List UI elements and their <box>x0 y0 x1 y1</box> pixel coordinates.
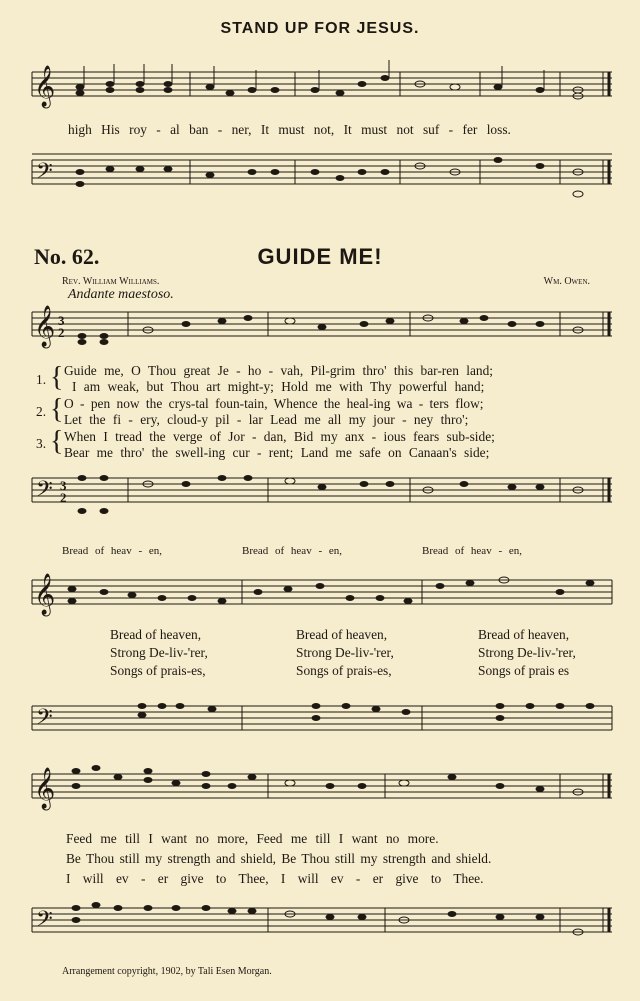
svg-text:3: 3 <box>60 478 67 493</box>
refrain-a-line: Songs of prais-es, <box>296 663 392 678</box>
verse-number-3: 3. <box>36 436 47 451</box>
svg-text:2: 2 <box>60 490 67 505</box>
verse-bass-staff <box>0 466 640 536</box>
stanza-line: O - pen now the crys-tal foun-tain, Whence the heal-ing wa - ters flow; <box>64 396 484 411</box>
refrain-a-line: Songs of prais-es, <box>110 663 206 678</box>
stanza-line: When I tread the verge of Jor - dan, Bid my anx - ious fears sub-side; <box>64 429 495 444</box>
verse-brace-2: { <box>50 394 64 425</box>
svg-text:𝄢: 𝄢 <box>36 477 53 506</box>
refrain-b-bass-staff <box>0 888 640 958</box>
svg-text:𝄞: 𝄞 <box>34 306 56 346</box>
verse-brace-1: { <box>50 362 64 393</box>
verse-treble-staff <box>0 300 640 370</box>
refrain-a-line: Bread of heaven, <box>296 627 388 642</box>
stanza-line: Let the fi - ery, cloud-y pil - lar Lead me all my jour - ney thro'; <box>64 412 469 427</box>
refrain-a-line: Strong De-liv-'rer, <box>296 645 394 660</box>
refrain-b-treble-staff <box>0 754 640 824</box>
prev-hymn-lyric: high His roy - al ban - ner, It must not, It must not suf - fer loss. <box>68 122 511 137</box>
time-signature: 3 <box>58 313 65 328</box>
bass-clef-icon: 𝄢 <box>36 159 53 188</box>
refrain-b-line: Feed me till I want no more, Feed me till I want no more. <box>66 831 439 846</box>
refrain-b-line: Be Thou still my strength and shield, Be Thou still my strength and shield. <box>66 851 492 866</box>
refrain-a-treble-staff <box>0 568 640 628</box>
hymn-title: GUIDE ME! <box>257 244 383 269</box>
stanza-line: Bear me thro' the swell-ing cur - rent; Land me safe on Canaan's side; <box>64 445 490 460</box>
tempo-marking: Andante maestoso. <box>68 287 174 302</box>
svg-text:𝄢: 𝄢 <box>36 907 53 936</box>
bass-echo: Bread of heav - en, <box>422 545 522 557</box>
bass-echo: Bread of heav - en, <box>62 545 162 557</box>
svg-text:𝄞: 𝄞 <box>34 574 56 614</box>
prev-bass-staff <box>0 150 640 220</box>
svg-text:𝄞: 𝄞 <box>34 768 56 808</box>
refrain-b-line: I will ev - er give to Thee, I will ev - er give to Thee. <box>66 871 484 886</box>
copyright-footer: Arrangement copyright, 1902, by Tali Esen Morgan. <box>62 966 272 977</box>
verse-brace-3: { <box>50 426 64 457</box>
prev-hymn-title: STAND UP FOR JESUS. <box>220 20 420 37</box>
svg-text:𝄢: 𝄢 <box>36 705 53 734</box>
refrain-a-line: Strong De-liv-'rer, <box>478 645 576 660</box>
bass-echo: Bread of heav - en, <box>242 545 342 557</box>
composer-credit: Wm. Owen. <box>543 276 590 287</box>
verse-number-1: 1. <box>36 372 47 387</box>
verse-number-2: 2. <box>36 404 47 419</box>
refrain-a-line: Bread of heaven, <box>110 627 202 642</box>
refrain-a-bass-staff <box>0 694 640 754</box>
refrain-a-line: Bread of heaven, <box>478 627 570 642</box>
treble-clef-icon: 𝄞 <box>34 66 56 106</box>
hymn-number: No. 62. <box>34 244 100 269</box>
svg-text:2: 2 <box>58 325 65 340</box>
lyricist-credit: Rev. William Williams. <box>62 276 160 287</box>
stanza-line: I am weak, but Thou art might-y; Hold me with Thy powerful hand; <box>72 379 485 394</box>
refrain-a-line: Songs of prais es <box>478 663 570 678</box>
refrain-a-line: Strong De-liv-'rer, <box>110 645 208 660</box>
stanza-line: Guide me, O Thou great Je - ho - vah, Pil-grim thro' this bar-ren land; <box>64 363 494 378</box>
prev-notes <box>76 75 584 99</box>
